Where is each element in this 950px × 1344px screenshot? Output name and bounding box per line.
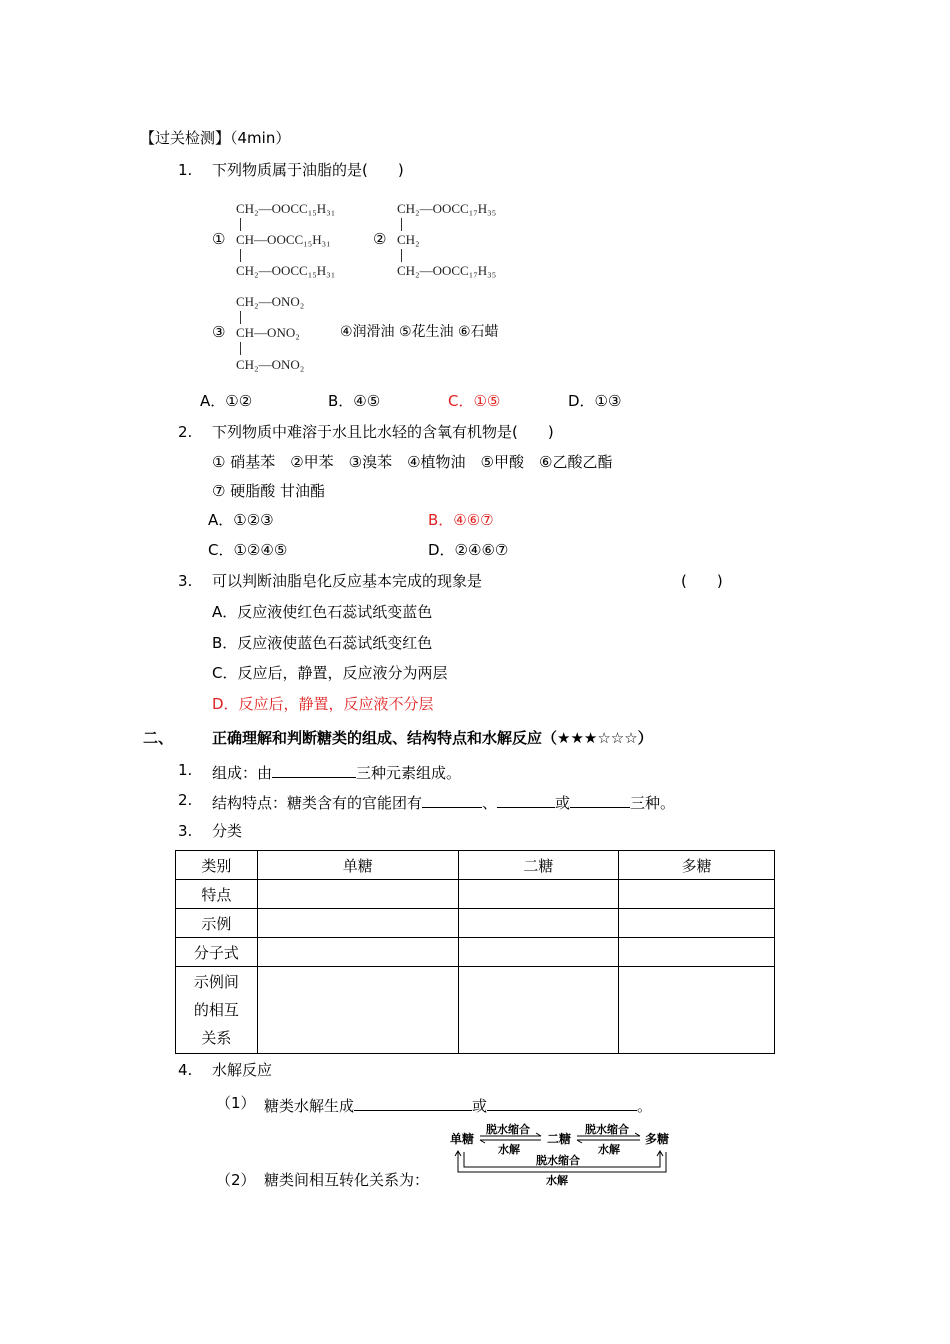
item1-text	[212, 760, 461, 783]
item2-text	[212, 790, 675, 813]
table-cell[interactable]	[458, 909, 619, 938]
item4-number: 4.	[178, 1061, 193, 1079]
item2-pre: 结构特点：糖类含有的官能团有	[212, 794, 423, 812]
header-polysaccharide: 多糖	[619, 851, 775, 880]
item2-blank-2[interactable]	[497, 790, 555, 808]
item1-post: 三种元素组成。	[356, 764, 462, 782]
sub2-label: 糖类间相互转化关系为：	[264, 1171, 430, 1189]
sub1-pre: 糖类水解生成	[264, 1097, 355, 1115]
table-header-row	[176, 851, 775, 880]
item4-label: 水解反应	[212, 1061, 273, 1079]
q1-number: 1.	[178, 161, 193, 179]
q1-option-c: C．①⑤	[448, 392, 501, 410]
item2-post: 三种。	[630, 794, 676, 812]
diagram-poly: 多糖	[645, 1132, 670, 1146]
table-cell[interactable]	[257, 938, 458, 967]
item3-label: 分类	[212, 822, 243, 840]
q1-text: 下列物质属于油脂的是( )	[212, 161, 404, 179]
item2-blank-3[interactable]	[570, 790, 630, 808]
s2-row2: CH₂	[397, 232, 420, 247]
arrow-di-to-mono	[480, 1140, 541, 1143]
q3-answer-paren: ( )	[681, 572, 723, 590]
item1-number: 1.	[178, 761, 193, 779]
sub1-mid: 或	[472, 1097, 488, 1115]
row-label-examples: 示例	[176, 909, 258, 938]
diagram-hydrolysis-1: 水解	[498, 1144, 520, 1156]
table-cell[interactable]	[257, 967, 458, 1054]
header-category: 类别	[176, 851, 258, 880]
table-cell[interactable]	[458, 938, 619, 967]
table-cell[interactable]	[458, 967, 619, 1054]
q1-option-b: B．④⑤	[328, 392, 381, 410]
diagram-di: 二糖	[547, 1132, 572, 1146]
table-cell[interactable]	[458, 880, 619, 909]
s1-mark: ①	[212, 230, 226, 248]
item1-blank[interactable]	[272, 760, 356, 778]
q2-number: 2.	[178, 423, 193, 441]
table-cell[interactable]	[619, 880, 775, 909]
sub1-blank-2[interactable]	[487, 1093, 637, 1111]
part2-number: 二、	[143, 729, 174, 747]
q3-option-d: D．反应后，静置，反应液不分层	[212, 695, 434, 713]
row-label-formula: 分子式	[176, 938, 258, 967]
s3-row3: CH₂—ONO₂	[236, 357, 305, 372]
diagram-mono: 单糖	[450, 1132, 475, 1146]
q2-option-b: B．④⑥⑦	[428, 511, 494, 529]
s2-row1: CH₂—OOCC₁₇H₃₅	[397, 201, 497, 216]
table-cell[interactable]	[257, 880, 458, 909]
q2-text: 下列物质中难溶于水且比水轻的含氧有机物是( )	[212, 423, 554, 441]
relation-label-line1: 示例间	[193, 973, 239, 991]
q3-text: 可以判断油脂皂化反应基本完成的现象是	[212, 572, 483, 590]
s3-mark: ③	[212, 323, 226, 341]
diagram-hydrolysis-3: 水解	[546, 1175, 568, 1187]
q2-option-d: D．②④⑥⑦	[428, 541, 509, 559]
item2-blank-1[interactable]	[422, 790, 482, 808]
s2-row3: CH₂—OOCC₁₇H₃₅	[397, 263, 497, 278]
header-monosaccharide: 单糖	[257, 851, 458, 880]
table-row	[176, 880, 775, 909]
relation-label-line3: 关系	[201, 1029, 232, 1047]
table-row	[176, 967, 775, 1054]
table-cell[interactable]	[619, 938, 775, 967]
section-header: 【过关检测】（4min）	[140, 129, 291, 147]
q3-option-c: C．反应后，静置，反应液分为两层	[212, 664, 448, 682]
row-label-features: 特点	[176, 880, 258, 909]
table-row	[176, 909, 775, 938]
table-cell[interactable]	[619, 909, 775, 938]
sub1-number: （1）	[216, 1094, 256, 1112]
diagram-hydrolysis-2: 水解	[598, 1144, 620, 1156]
part2-title: 正确理解和判断糖类的组成、结构特点和水解反应（★★★☆☆☆）	[212, 729, 653, 747]
sub1-post: 。	[637, 1097, 653, 1115]
q2-line1: ① 硝基苯 ②甲苯 ③溴苯 ④植物油 ⑤甲酸 ⑥乙酸乙酯	[212, 453, 613, 471]
arrow-poly-to-di	[577, 1140, 640, 1143]
table-row	[176, 938, 775, 967]
q2-option-c: C．①②④⑤	[208, 541, 288, 559]
item2-sep1: 、	[482, 794, 498, 812]
q1-option-a: A．①②	[200, 392, 253, 410]
item3-number: 3.	[178, 822, 193, 840]
table-cell[interactable]	[619, 967, 775, 1054]
sub2-number: （2）	[216, 1171, 256, 1189]
sugar-conversion-diagram	[448, 1122, 678, 1188]
diagram-condense-1: 脱水缩合	[486, 1124, 530, 1136]
diagram-condense-2: 脱水缩合	[585, 1124, 629, 1136]
row-label-relation	[176, 967, 258, 1054]
q1-other-items: ④润滑油 ⑤花生油 ⑥石蜡	[340, 324, 499, 340]
q2-line2: ⑦ 硬脂酸 甘油酯	[212, 482, 325, 500]
item2-sep2: 或	[555, 794, 571, 812]
s1-row1: CH₂—OOCC₁₅H₃₁	[236, 201, 336, 216]
q3-option-b: B．反应液使蓝色石蕊试纸变红色	[212, 634, 433, 652]
sub1-text	[264, 1093, 652, 1116]
s2-mark: ②	[373, 230, 387, 248]
q3-option-a: A．反应液使红色石蕊试纸变蓝色	[212, 603, 433, 621]
item1-pre: 组成：由	[212, 764, 273, 782]
q3-number: 3.	[178, 572, 193, 590]
diagram-condense-3: 脱水缩合	[536, 1155, 580, 1167]
table-cell[interactable]	[257, 909, 458, 938]
q2-option-a: A．①②③	[208, 511, 274, 529]
s1-row2: CH—OOCC₁₅H₃₁	[236, 232, 331, 247]
header-disaccharide: 二糖	[458, 851, 619, 880]
relation-label-line2: 的相互	[193, 1001, 239, 1019]
item2-number: 2.	[178, 791, 193, 809]
classification-table	[175, 850, 775, 1054]
s1-row3: CH₂—OOCC₁₅H₃₁	[236, 263, 336, 278]
s3-row2: CH—ONO₂	[236, 325, 300, 340]
s3-row1: CH₂—ONO₂	[236, 294, 305, 309]
sub1-blank-1[interactable]	[354, 1093, 472, 1111]
q1-option-d: D．①③	[568, 392, 622, 410]
